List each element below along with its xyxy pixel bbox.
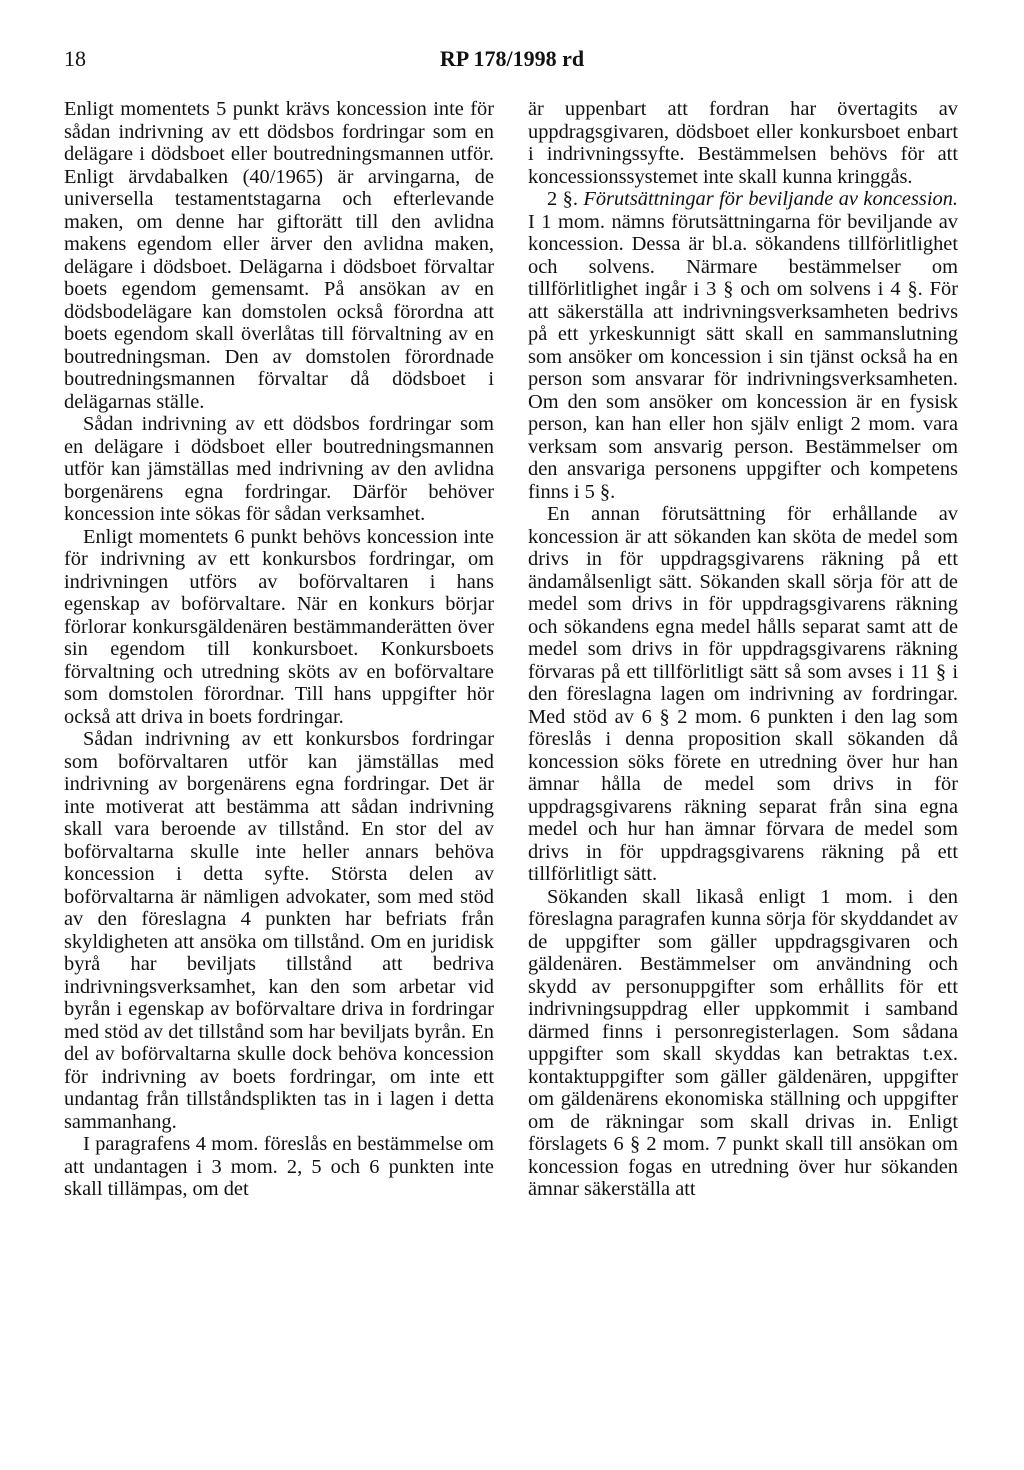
- paragraph: är uppenbart att fordran har övertagits av uppdragsgivaren, dödsboet eller konkursboet enbart i indrivningssyfte. Bestämmelsen behövs för att koncessionssystemet inte skall kunna kringgås.: [528, 98, 958, 188]
- paragraph: Sökanden skall likaså enligt 1 mom. i den föreslagna paragrafen kunna sörja för skyddandet av de uppgifter som gäller uppdragsgivaren och gäldenären. Bestämmelser om användning och skydd av personuppgifter som erhållits för ett indrivningsuppdrag eller uppkommit i samband därmed finns i personregisterlagen. Som sådana uppgifter som skall skyddas kan betraktas t.ex. kontaktuppgifter som gäller gäldenären, uppgifter om gäldenärens ekonomiska ställning och uppgifter om de räkningar som skall drivas in. Enligt förslagets 6 § 2 mom. 7 punkt skall till ansökan om koncession fogas en utredning över hur sökanden ämnar säkerställa att: [528, 885, 958, 1200]
- section-paragraph: [528, 188, 958, 503]
- paragraph: Enligt momentets 5 punkt krävs koncession inte för sådan indrivning av ett dödsbos fordringar som en delägare i dödsboet eller boutredningsmannen utför. Enligt ärvdabalken (40/1965) är arvingarna, de universella testamentstagarna och efterlevande maken, om denne har giftorätt till den avlidna makens egendom eller ärver den avlidna maken, delägare i dödsboet. Delägarna i dödsboet förvaltar boets egendom gemensamt. På ansökan av en dödsbodelägare kan domstolen också förordna att boets egendom skall överlåtas till förvaltning av en boutredningsman. Den av domstolen förordnade boutredningsmannen förvaltar då dödsboet i delägarnas ställe.: [64, 98, 494, 413]
- left-column: [64, 98, 494, 1201]
- page-number: 18: [64, 46, 86, 71]
- paragraph: Sådan indrivning av ett dödsbos fordringar som en delägare i dödsboet eller boutredningsmannen utför kan jämställas med indrivning av den avlidna borgenärens egna fordringar. Därför behöver koncession inte sökas för sådan verksamhet.: [64, 413, 494, 525]
- section-text: I 1 mom. nämns förutsättningarna för beviljande av koncession. Dessa är bl.a. sökandens tillförlitlighet och solvens. Närmare bestämmelser om tillförlitlighet ingår i 3 § och om solvens i 4 §. För att säkerställa att indrivningsverksamheten bedrivs på ett yrkeskunnigt sätt skall en sammanslutning som ansöker om koncession i sin tjänst också ha en person som ansvarar för indrivningsverksamheten. Om den som ansöker om koncession är en fysisk person, kan han eller hon själv enligt 2 mom. vara verksam som ansvarig person. Bestämmelser om den ansvariga personens uppgifter och kompetens finns i 5 §.: [528, 210, 958, 503]
- paragraph: Sådan indrivning av ett konkursbos fordringar som boförvaltaren utför kan jämställas med indrivning av borgenärens egna fordringar. Det är inte motiverat att bestämma att sådan indrivning skall vara beroende av tillstånd. En stor del av boförvaltarna skulle inte heller annars behöva koncession i detta syfte. Största delen av boförvaltarna är nämligen advokater, som med stöd av den föreslagna 4 punkten har befriats från skyldigheten att ansöka om tillstånd. Om en juridisk byrå har beviljats tillstånd att bedriva indrivningsverksamhet, kan den som arbetar vid byrån i egenskap av boförvaltare driva in fordringar med stöd av det tillstånd som har beviljats byrån. En del av boförvaltarna skulle dock behöva koncession för indrivning av boets fordringar, om inte ett undantag från tillståndsplikten tas in i lagen i detta sammanhang.: [64, 728, 494, 1133]
- section-number: 2 §.: [547, 188, 578, 210]
- running-head: RP 178/1998 rd: [439, 46, 585, 71]
- right-column: [528, 98, 958, 1201]
- paragraph: Enligt momentets 6 punkt behövs koncession inte för indrivning av ett konkursbos fordringar, om indrivningen utförs av boförvaltaren i hans egenskap av boförvaltare. När en konkurs börjar förlorar konkursgäldenären bestämmanderätten över sin egendom till konkursboet. Konkursboets förvaltning och utredning sköts av en boförvaltare som domstolen förordnar. Till hans uppgifter hör också att driva in boets fordringar.: [64, 525, 494, 728]
- paragraph: I paragrafens 4 mom. föreslås en bestämmelse om att undantagen i 3 mom. 2, 5 och 6 punkten inte skall tillämpas, om det: [64, 1133, 494, 1200]
- section-title: Förutsättningar för beviljande av koncession.: [583, 188, 958, 210]
- paragraph: En annan förutsättning för erhållande av koncession är att sökanden kan sköta de medel som drivs in för uppdragsgivarens räkning på ett ändamålsenligt sätt. Sökanden skall sörja för att de medel som drivs in för uppdragsgivarens räkning och sökandens egna medel hålls separat samt att de medel som drivs in för uppdragsgivarens räkning förvaras på ett tillförlitligt sätt så som avses i 11 § i den föreslagna lagen om indrivning av fordringar. Med stöd av 6 § 2 mom. 6 punkten i den lag som föreslås i denna proposition skall sökanden då koncession söks förete en utredning över hur han ämnar hålla de medel som drivs in för uppdragsgivarens räkning separat från sina egna medel och hur han ämnar förvara de medel som drivs in för uppdragsgivarens räkning på ett tillförlitligt sätt.: [528, 503, 958, 885]
- page-header: [64, 46, 960, 76]
